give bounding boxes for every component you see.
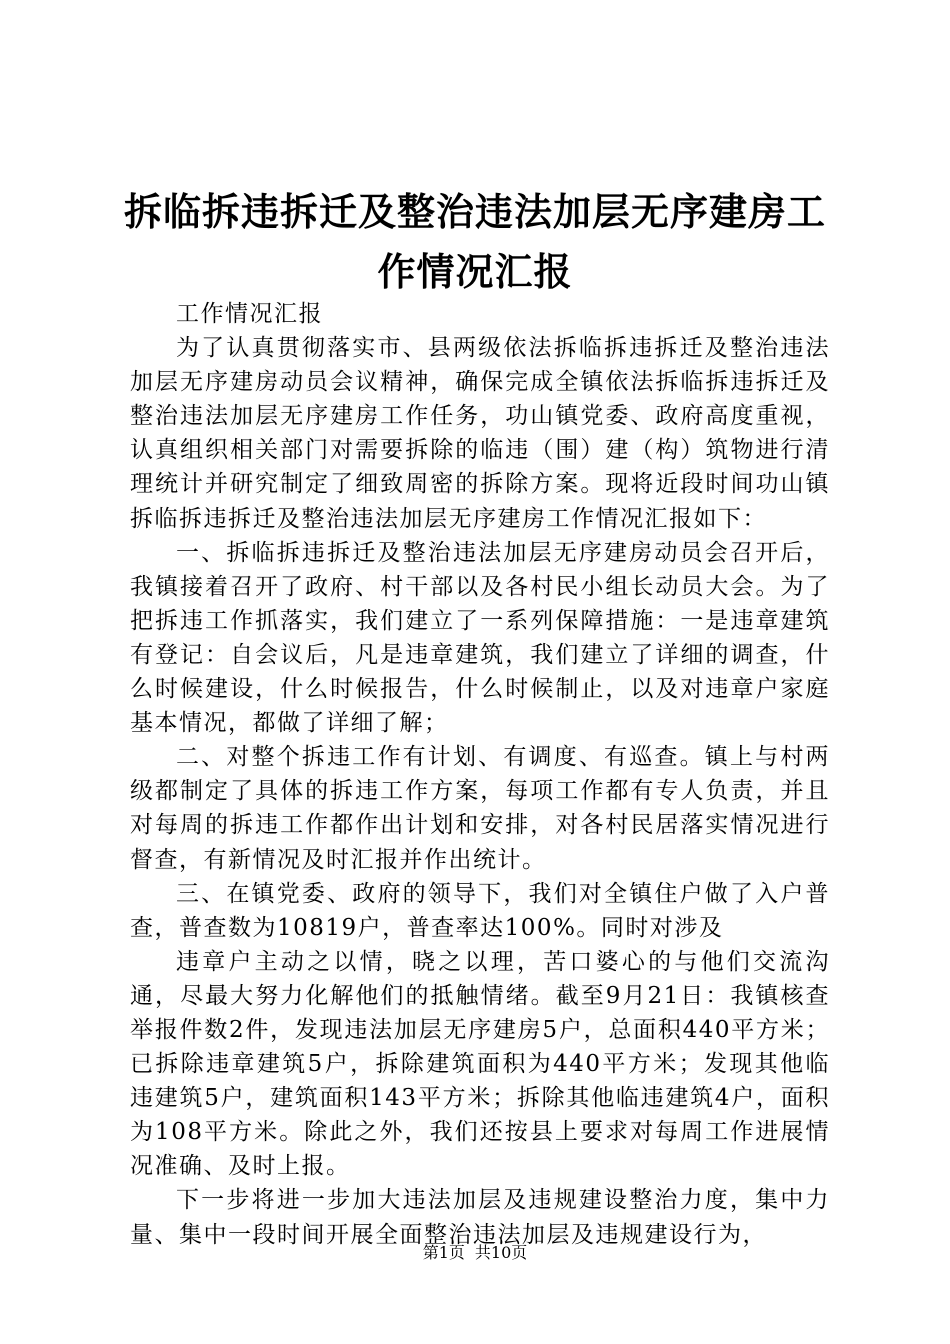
page-footer bbox=[0, 1243, 950, 1263]
paragraph-section-3: 三、在镇党委、政府的领导下，我们对全镇住户做了入户普查，普查数为10819户，普查率达100%。同时对涉及 bbox=[130, 880, 830, 941]
paragraph-heading: 工作情况汇报 bbox=[176, 301, 323, 327]
page-number: 第1页 bbox=[422, 1243, 465, 1262]
paragraph-intro: 为了认真贯彻落实市、县两级依法拆临拆违拆迁及整治违法加层无序建房动员会议精神，确保完成全镇依法拆临拆违拆迁及整治违法加层无序建房工作任务，功山镇党委、政府高度重视，认真组织相关部门对需要拆除的临违（围）建（构）筑物进行清理统计并研究制定了细致周密的拆除方案。现将近段时间功山镇拆临拆违拆迁及整治违法加层无序建房工作情况汇报如下： bbox=[130, 335, 830, 532]
paragraph-continuation: 违章户主动之以情，晓之以理，苦口婆心的与他们交流沟通，尽最大努力化解他们的抵触情绪。截至9月21日：我镇核查举报件数2件，发现违法加层无序建房5户，总面积440平方米；已拆除违章建筑5户，拆除建筑面积为440平方米；发现其他临违建筑5户，建筑面积143平方米；拆除其他临违建筑4户，面积为108平方米。除此之外，我们还按县上要求对每周工作进展情况准确、及时上报。 bbox=[130, 948, 830, 1180]
paragraph-next-steps: 下一步将进一步加大违法加层及违规建设整治力度，集中力量、集中一段时间开展全面整治违法加层及违规建设行为， bbox=[130, 1187, 830, 1248]
document-title: 拆临拆违拆迁及整治违法加层无序建房工作情况汇报 bbox=[123, 189, 826, 294]
document-body bbox=[130, 297, 830, 1252]
paragraph-section-2: 二、对整个拆违工作有计划、有调度、有巡查。镇上与村两级都制定了具体的拆违工作方案，每项工作都有专人负责，并且对每周的拆违工作都作出计划和安排，对各村民居落实情况进行督查，有新情况及时汇报并作出统计。 bbox=[130, 744, 830, 873]
paragraph-section-1: 一、拆临拆违拆迁及整治违法加层无序建房动员会召开后，我镇接着召开了政府、村干部以及各村民小组长动员大会。为了把拆违工作抓落实，我们建立了一系列保障措施：一是违章建筑有登记：自会议后，凡是违章建筑，我们建立了详细的调查，什么时候建设，什么时候报告，什么时候制止，以及对违章户家庭基本情况，都做了详细了解； bbox=[130, 539, 830, 737]
page-total: 共10页 bbox=[474, 1243, 528, 1262]
